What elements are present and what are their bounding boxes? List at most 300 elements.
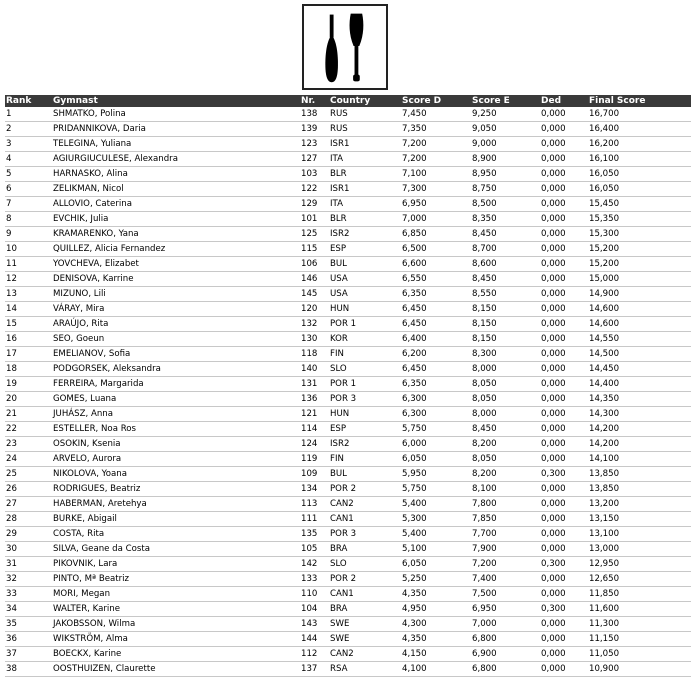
cell-ded: 0,000 xyxy=(540,287,588,302)
cell-score-d: 6,500 xyxy=(401,242,471,257)
cell-gymnast: PINTO, Mª Beatriz xyxy=(52,572,300,587)
cell-rank: 19 xyxy=(5,377,52,392)
header-score-e: Score E xyxy=(471,95,540,107)
cell-country: FIN xyxy=(329,452,401,467)
cell-final-score: 15,200 xyxy=(588,257,691,272)
cell-nr: 136 xyxy=(300,392,329,407)
cell-gymnast: VÁRAY, Mira xyxy=(52,302,300,317)
cell-country: BUL xyxy=(329,257,401,272)
cell-ded: 0,000 xyxy=(540,332,588,347)
header-ded: Ded xyxy=(540,95,588,107)
cell-score-d: 7,200 xyxy=(401,152,471,167)
cell-score-d: 7,350 xyxy=(401,122,471,137)
cell-score-e: 7,900 xyxy=(471,542,540,557)
cell-nr: 144 xyxy=(300,632,329,647)
cell-gymnast: HABERMAN, Aretehya xyxy=(52,497,300,512)
cell-score-d: 7,300 xyxy=(401,182,471,197)
cell-ded: 0,300 xyxy=(540,557,588,572)
cell-final-score: 14,450 xyxy=(588,362,691,377)
cell-nr: 122 xyxy=(300,182,329,197)
cell-score-e: 8,300 xyxy=(471,347,540,362)
table-row xyxy=(5,287,691,302)
table-row xyxy=(5,257,691,272)
cell-country: ISR2 xyxy=(329,227,401,242)
cell-final-score: 14,900 xyxy=(588,287,691,302)
cell-ded: 0,000 xyxy=(540,257,588,272)
cell-score-d: 7,200 xyxy=(401,137,471,152)
cell-nr: 113 xyxy=(300,497,329,512)
cell-score-e: 7,000 xyxy=(471,617,540,632)
cell-country: ISR1 xyxy=(329,137,401,152)
cell-score-d: 6,350 xyxy=(401,287,471,302)
cell-score-d: 7,100 xyxy=(401,167,471,182)
cell-final-score: 13,850 xyxy=(588,467,691,482)
cell-score-d: 5,750 xyxy=(401,482,471,497)
cell-nr: 124 xyxy=(300,437,329,452)
cell-final-score: 12,950 xyxy=(588,557,691,572)
table-row xyxy=(5,242,691,257)
cell-score-e: 8,100 xyxy=(471,482,540,497)
table-row xyxy=(5,377,691,392)
cell-rank: 8 xyxy=(5,212,52,227)
header-row xyxy=(5,95,691,107)
table-row xyxy=(5,437,691,452)
table-row xyxy=(5,452,691,467)
cell-rank: 14 xyxy=(5,302,52,317)
table-row xyxy=(5,632,691,647)
header-gymnast: Gymnast xyxy=(52,95,300,107)
cell-nr: 103 xyxy=(300,167,329,182)
cell-rank: 32 xyxy=(5,572,52,587)
cell-final-score: 11,150 xyxy=(588,632,691,647)
cell-country: CAN2 xyxy=(329,647,401,662)
cell-country: RUS xyxy=(329,107,401,122)
cell-rank: 22 xyxy=(5,422,52,437)
cell-score-d: 6,050 xyxy=(401,557,471,572)
cell-rank: 4 xyxy=(5,152,52,167)
cell-rank: 7 xyxy=(5,197,52,212)
cell-gymnast: YOVCHEVA, Elizabet xyxy=(52,257,300,272)
cell-country: USA xyxy=(329,287,401,302)
cell-score-d: 6,450 xyxy=(401,362,471,377)
cell-ded: 0,000 xyxy=(540,182,588,197)
cell-rank: 13 xyxy=(5,287,52,302)
table-row xyxy=(5,392,691,407)
cell-score-d: 6,850 xyxy=(401,227,471,242)
cell-score-e: 8,450 xyxy=(471,227,540,242)
cell-nr: 119 xyxy=(300,452,329,467)
cell-final-score: 13,850 xyxy=(588,482,691,497)
cell-nr: 131 xyxy=(300,377,329,392)
cell-ded: 0,000 xyxy=(540,302,588,317)
cell-country: USA xyxy=(329,272,401,287)
cell-gymnast: FERREIRA, Margarida xyxy=(52,377,300,392)
header-final-score: Final Score xyxy=(588,95,691,107)
cell-gymnast: EMELIANOV, Sofia xyxy=(52,347,300,362)
cell-score-e: 8,050 xyxy=(471,392,540,407)
cell-final-score: 16,050 xyxy=(588,182,691,197)
cell-nr: 123 xyxy=(300,137,329,152)
cell-nr: 132 xyxy=(300,317,329,332)
cell-nr: 135 xyxy=(300,527,329,542)
cell-score-d: 6,350 xyxy=(401,377,471,392)
cell-score-d: 4,350 xyxy=(401,587,471,602)
cell-rank: 34 xyxy=(5,602,52,617)
cell-final-score: 14,550 xyxy=(588,332,691,347)
cell-country: ISR2 xyxy=(329,437,401,452)
cell-rank: 18 xyxy=(5,362,52,377)
cell-country: BLR xyxy=(329,212,401,227)
cell-country: RSA xyxy=(329,662,401,677)
table-row xyxy=(5,647,691,662)
cell-nr: 106 xyxy=(300,257,329,272)
cell-final-score: 14,600 xyxy=(588,317,691,332)
cell-gymnast: ZELIKMAN, Nicol xyxy=(52,182,300,197)
table-row xyxy=(5,467,691,482)
table-row xyxy=(5,482,691,497)
cell-nr: 114 xyxy=(300,422,329,437)
club-right xyxy=(350,14,364,82)
cell-score-d: 6,000 xyxy=(401,437,471,452)
cell-rank: 2 xyxy=(5,122,52,137)
cell-rank: 11 xyxy=(5,257,52,272)
cell-score-e: 9,000 xyxy=(471,137,540,152)
table-row xyxy=(5,362,691,377)
cell-gymnast: MIZUNO, Lili xyxy=(52,287,300,302)
cell-rank: 12 xyxy=(5,272,52,287)
cell-country: SLO xyxy=(329,362,401,377)
cell-final-score: 13,150 xyxy=(588,512,691,527)
cell-country: BRA xyxy=(329,602,401,617)
cell-score-d: 6,400 xyxy=(401,332,471,347)
cell-ded: 0,000 xyxy=(540,512,588,527)
cell-nr: 118 xyxy=(300,347,329,362)
cell-rank: 28 xyxy=(5,512,52,527)
cell-country: BUL xyxy=(329,467,401,482)
cell-nr: 110 xyxy=(300,587,329,602)
cell-final-score: 16,700 xyxy=(588,107,691,122)
cell-final-score: 14,100 xyxy=(588,452,691,467)
cell-nr: 129 xyxy=(300,197,329,212)
table-row xyxy=(5,227,691,242)
cell-gymnast: JUHÁSZ, Anna xyxy=(52,407,300,422)
cell-score-d: 4,150 xyxy=(401,647,471,662)
cell-rank: 33 xyxy=(5,587,52,602)
cell-country: POR 1 xyxy=(329,317,401,332)
cell-final-score: 12,650 xyxy=(588,572,691,587)
table-row xyxy=(5,347,691,362)
header-score-d: Score D xyxy=(401,95,471,107)
table-row xyxy=(5,617,691,632)
cell-nr: 105 xyxy=(300,542,329,557)
cell-nr: 104 xyxy=(300,602,329,617)
cell-country: ITA xyxy=(329,152,401,167)
cell-rank: 6 xyxy=(5,182,52,197)
cell-rank: 24 xyxy=(5,452,52,467)
club-left xyxy=(325,15,338,83)
cell-gymnast: WIKSTRÖM, Alma xyxy=(52,632,300,647)
cell-ded: 0,000 xyxy=(540,422,588,437)
cell-final-score: 15,300 xyxy=(588,227,691,242)
cell-gymnast: ARAÚJO, Rita xyxy=(52,317,300,332)
cell-score-e: 8,950 xyxy=(471,167,540,182)
cell-final-score: 16,200 xyxy=(588,137,691,152)
cell-rank: 21 xyxy=(5,407,52,422)
cell-final-score: 10,900 xyxy=(588,662,691,677)
cell-score-d: 5,750 xyxy=(401,422,471,437)
cell-score-d: 5,950 xyxy=(401,467,471,482)
apparatus-logo xyxy=(302,4,388,90)
cell-score-d: 6,300 xyxy=(401,407,471,422)
cell-gymnast: PRIDANNIKOVA, Daria xyxy=(52,122,300,137)
cell-score-d: 6,950 xyxy=(401,197,471,212)
cell-nr: 145 xyxy=(300,287,329,302)
cell-score-d: 4,100 xyxy=(401,662,471,677)
cell-nr: 130 xyxy=(300,332,329,347)
cell-score-d: 4,950 xyxy=(401,602,471,617)
cell-gymnast: SILVA, Geane da Costa xyxy=(52,542,300,557)
cell-rank: 31 xyxy=(5,557,52,572)
cell-score-e: 8,150 xyxy=(471,302,540,317)
cell-nr: 115 xyxy=(300,242,329,257)
cell-rank: 29 xyxy=(5,527,52,542)
cell-score-e: 8,450 xyxy=(471,422,540,437)
cell-nr: 109 xyxy=(300,467,329,482)
cell-ded: 0,000 xyxy=(540,482,588,497)
cell-country: CAN2 xyxy=(329,497,401,512)
cell-nr: 111 xyxy=(300,512,329,527)
cell-nr: 140 xyxy=(300,362,329,377)
cell-gymnast: GOMES, Luana xyxy=(52,392,300,407)
cell-country: FIN xyxy=(329,347,401,362)
cell-score-e: 8,900 xyxy=(471,152,540,167)
table-row xyxy=(5,587,691,602)
cell-ded: 0,000 xyxy=(540,137,588,152)
cell-ded: 0,000 xyxy=(540,617,588,632)
cell-gymnast: AGIURGIUCULESE, Alexandra xyxy=(52,152,300,167)
cell-final-score: 15,200 xyxy=(588,242,691,257)
clubs-icon xyxy=(304,6,386,88)
cell-nr: 137 xyxy=(300,662,329,677)
cell-ded: 0,000 xyxy=(540,167,588,182)
table-row xyxy=(5,122,691,137)
cell-score-d: 4,350 xyxy=(401,632,471,647)
cell-ded: 0,300 xyxy=(540,602,588,617)
cell-ded: 0,000 xyxy=(540,527,588,542)
cell-score-e: 9,250 xyxy=(471,107,540,122)
table-row xyxy=(5,422,691,437)
cell-ded: 0,000 xyxy=(540,407,588,422)
table-row xyxy=(5,167,691,182)
cell-country: POR 1 xyxy=(329,377,401,392)
table-row xyxy=(5,107,691,122)
cell-final-score: 11,300 xyxy=(588,617,691,632)
cell-ded: 0,000 xyxy=(540,212,588,227)
cell-rank: 17 xyxy=(5,347,52,362)
cell-gymnast: WALTER, Karine xyxy=(52,602,300,617)
cell-gymnast: JAKOBSSON, Wilma xyxy=(52,617,300,632)
cell-rank: 36 xyxy=(5,632,52,647)
cell-score-e: 6,900 xyxy=(471,647,540,662)
cell-nr: 134 xyxy=(300,482,329,497)
cell-country: KOR xyxy=(329,332,401,347)
cell-score-d: 6,300 xyxy=(401,392,471,407)
cell-ded: 0,000 xyxy=(540,107,588,122)
cell-rank: 5 xyxy=(5,167,52,182)
cell-country: ESP xyxy=(329,242,401,257)
cell-ded: 0,000 xyxy=(540,272,588,287)
cell-ded: 0,000 xyxy=(540,122,588,137)
cell-ded: 0,000 xyxy=(540,572,588,587)
cell-gymnast: BURKE, Abigail xyxy=(52,512,300,527)
table-row xyxy=(5,332,691,347)
cell-country: HUN xyxy=(329,407,401,422)
cell-final-score: 14,300 xyxy=(588,407,691,422)
cell-score-e: 8,500 xyxy=(471,197,540,212)
cell-rank: 3 xyxy=(5,137,52,152)
cell-final-score: 16,100 xyxy=(588,152,691,167)
cell-score-e: 7,500 xyxy=(471,587,540,602)
cell-gymnast: DENISOVA, Karrine xyxy=(52,272,300,287)
cell-rank: 35 xyxy=(5,617,52,632)
cell-ded: 0,000 xyxy=(540,587,588,602)
cell-gymnast: COSTA, Rita xyxy=(52,527,300,542)
cell-score-e: 8,550 xyxy=(471,287,540,302)
cell-nr: 143 xyxy=(300,617,329,632)
cell-nr: 139 xyxy=(300,122,329,137)
cell-score-e: 8,200 xyxy=(471,467,540,482)
cell-gymnast: HARNASKO, Alina xyxy=(52,167,300,182)
table-row xyxy=(5,152,691,167)
cell-final-score: 14,500 xyxy=(588,347,691,362)
cell-rank: 1 xyxy=(5,107,52,122)
cell-ded: 0,000 xyxy=(540,542,588,557)
cell-country: BRA xyxy=(329,542,401,557)
cell-gymnast: PODGORSEK, Aleksandra xyxy=(52,362,300,377)
cell-nr: 112 xyxy=(300,647,329,662)
cell-rank: 16 xyxy=(5,332,52,347)
cell-country: POR 3 xyxy=(329,392,401,407)
results-body xyxy=(5,107,691,677)
cell-gymnast: BOECKX, Karine xyxy=(52,647,300,662)
cell-country: ESP xyxy=(329,422,401,437)
cell-rank: 10 xyxy=(5,242,52,257)
table-row xyxy=(5,542,691,557)
cell-score-d: 6,200 xyxy=(401,347,471,362)
cell-nr: 125 xyxy=(300,227,329,242)
cell-ded: 0,000 xyxy=(540,452,588,467)
cell-country: ISR1 xyxy=(329,182,401,197)
cell-gymnast: ESTELLER, Noa Ros xyxy=(52,422,300,437)
cell-rank: 25 xyxy=(5,467,52,482)
table-row xyxy=(5,182,691,197)
cell-country: POR 3 xyxy=(329,527,401,542)
cell-final-score: 15,000 xyxy=(588,272,691,287)
cell-country: POR 2 xyxy=(329,572,401,587)
cell-ded: 0,000 xyxy=(540,317,588,332)
cell-ded: 0,000 xyxy=(540,647,588,662)
cell-country: BLR xyxy=(329,167,401,182)
cell-score-d: 6,050 xyxy=(401,452,471,467)
cell-country: SWE xyxy=(329,632,401,647)
cell-score-e: 6,950 xyxy=(471,602,540,617)
cell-ded: 0,000 xyxy=(540,242,588,257)
cell-score-e: 7,700 xyxy=(471,527,540,542)
cell-gymnast: OOSTHUIZEN, Claurette xyxy=(52,662,300,677)
cell-score-e: 7,400 xyxy=(471,572,540,587)
cell-country: CAN1 xyxy=(329,512,401,527)
header-country: Country xyxy=(329,95,401,107)
cell-rank: 38 xyxy=(5,662,52,677)
cell-gymnast: PIKOVNIK, Lara xyxy=(52,557,300,572)
cell-score-e: 8,050 xyxy=(471,452,540,467)
cell-gymnast: EVCHIK, Julia xyxy=(52,212,300,227)
cell-ded: 0,000 xyxy=(540,152,588,167)
cell-score-d: 7,000 xyxy=(401,212,471,227)
table-row xyxy=(5,662,691,677)
cell-nr: 121 xyxy=(300,407,329,422)
table-row xyxy=(5,572,691,587)
cell-gymnast: ALLOVIO, Caterina xyxy=(52,197,300,212)
cell-score-d: 6,450 xyxy=(401,302,471,317)
cell-rank: 30 xyxy=(5,542,52,557)
cell-ded: 0,000 xyxy=(540,362,588,377)
cell-score-d: 5,300 xyxy=(401,512,471,527)
cell-country: CAN1 xyxy=(329,587,401,602)
cell-ded: 0,000 xyxy=(540,662,588,677)
cell-gymnast: KRAMARENKO, Yana xyxy=(52,227,300,242)
cell-nr: 101 xyxy=(300,212,329,227)
cell-score-e: 8,350 xyxy=(471,212,540,227)
cell-score-d: 6,600 xyxy=(401,257,471,272)
table-row xyxy=(5,407,691,422)
cell-final-score: 14,400 xyxy=(588,377,691,392)
cell-gymnast: RODRIGUES, Beatriz xyxy=(52,482,300,497)
table-row xyxy=(5,527,691,542)
cell-score-e: 9,050 xyxy=(471,122,540,137)
cell-ded: 0,000 xyxy=(540,497,588,512)
cell-ded: 0,000 xyxy=(540,632,588,647)
cell-final-score: 15,350 xyxy=(588,212,691,227)
cell-nr: 146 xyxy=(300,272,329,287)
cell-country: HUN xyxy=(329,302,401,317)
table-row xyxy=(5,272,691,287)
cell-score-e: 8,450 xyxy=(471,272,540,287)
cell-final-score: 11,050 xyxy=(588,647,691,662)
cell-ded: 0,000 xyxy=(540,377,588,392)
cell-gymnast: SHMATKO, Polina xyxy=(52,107,300,122)
cell-gymnast: NIKOLOVA, Yoana xyxy=(52,467,300,482)
table-row xyxy=(5,512,691,527)
cell-score-d: 5,400 xyxy=(401,527,471,542)
cell-score-d: 6,450 xyxy=(401,317,471,332)
cell-score-e: 8,000 xyxy=(471,407,540,422)
cell-final-score: 14,200 xyxy=(588,437,691,452)
table-row xyxy=(5,302,691,317)
cell-score-e: 7,850 xyxy=(471,512,540,527)
cell-ded: 0,000 xyxy=(540,227,588,242)
cell-rank: 15 xyxy=(5,317,52,332)
cell-score-e: 8,050 xyxy=(471,377,540,392)
cell-score-d: 5,250 xyxy=(401,572,471,587)
cell-final-score: 13,200 xyxy=(588,497,691,512)
cell-final-score: 11,850 xyxy=(588,587,691,602)
cell-nr: 133 xyxy=(300,572,329,587)
table-row xyxy=(5,197,691,212)
cell-score-e: 8,150 xyxy=(471,332,540,347)
cell-final-score: 16,050 xyxy=(588,167,691,182)
cell-final-score: 13,000 xyxy=(588,542,691,557)
